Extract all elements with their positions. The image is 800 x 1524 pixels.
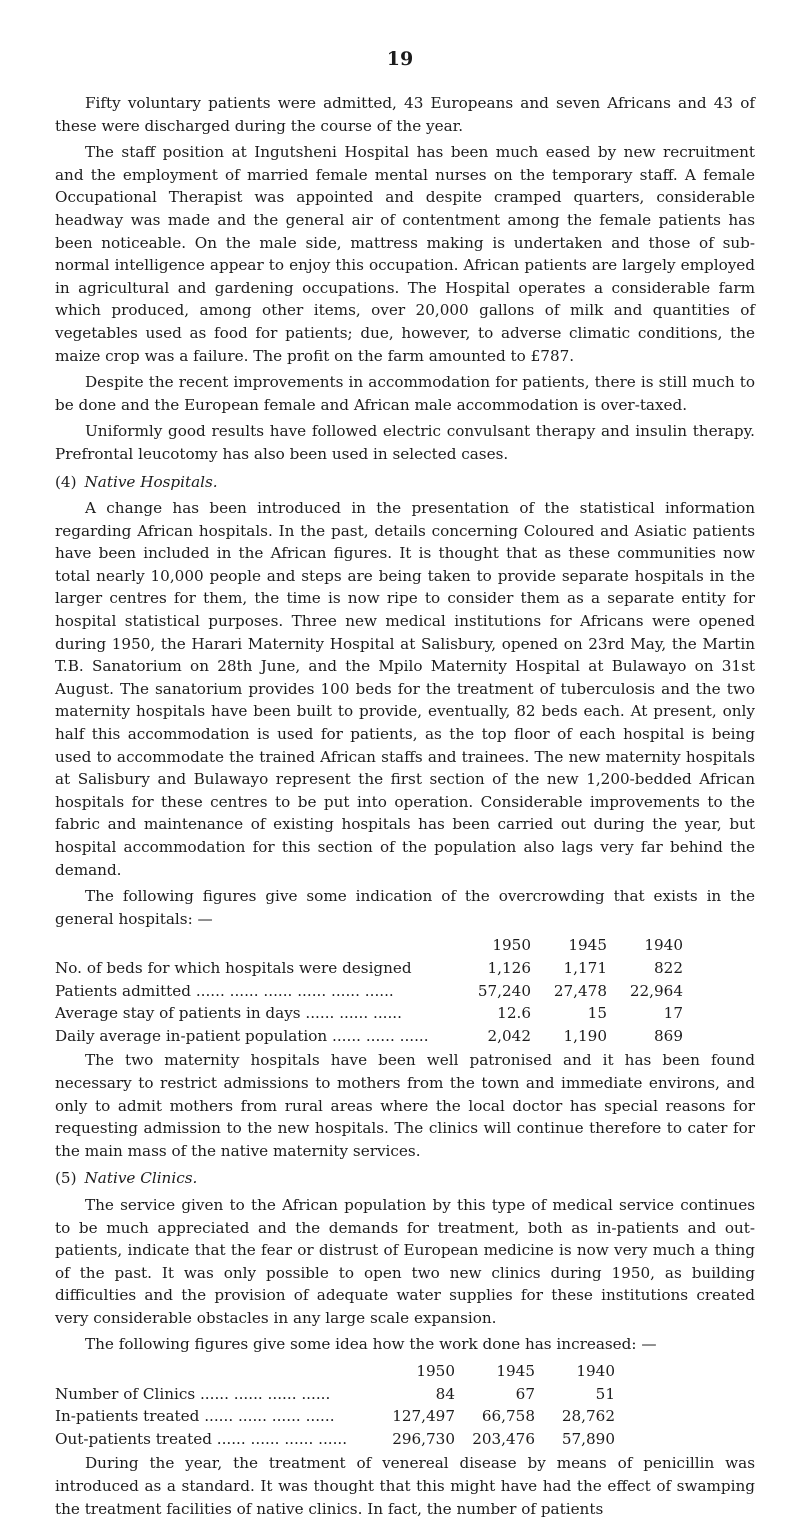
section-title: Native Clinics. bbox=[84, 1169, 198, 1188]
cell-value: 1,171 bbox=[563, 958, 607, 977]
hospital-statistics-table bbox=[55, 934, 683, 1047]
section-heading-native-clinics bbox=[55, 1167, 755, 1190]
year-header: 1940 bbox=[644, 936, 683, 955]
cell-value: 57,240 bbox=[477, 981, 531, 1000]
cell-value: 1,126 bbox=[487, 958, 531, 977]
paragraph-therapy: Uniformly good results have followed electric convulsant therapy and insulin therapy. Prefrontal leucotomy has also been used in selected cases. bbox=[55, 422, 755, 463]
paragraph-statistical-change: A change has been introduced in the presentation of the statistical information regarding African hospitals. In the past, details concerning Coloured and Asiatic patients have been included in the African figures. It is thought that as these communities now total nearly 10,000 people and steps are being taken to provide separate hospitals in the larger centres for them, the time is now ripe to consider them as a separate entity for hospital statistical purposes. Three new medical institutions for Africans were opened during 1950, the Harari Maternity Hospital at Salisbury, opened on 23rd May, the Martin T.B. Sanatorium on 28th June, and the Mpilo Maternity Hospital at Bulawayo on 31st August. The sanatorium provides 100 beds for the treatment of tuberculosis and the two maternity hospitals have been built to provide, eventually, 82 beds each. At present, only half this accommodation is used for patients, as the top floor of each hospital is being used to accommodate the trained African staffs and trainees. The new maternity hospitals at Salisbury and Bulawayo represent the first section of the new 1,200-bedded African hospitals for these centres to be put into operation. Considerable improvements to the fabric and maintenance of existing hospitals has been carried out during the year, but hospital accommodation for this section of the population also lags very far behind the demand. bbox=[55, 499, 755, 879]
table-row bbox=[55, 1383, 615, 1406]
row-label: Average stay of patients in days ...... ...... ...... bbox=[55, 1004, 402, 1023]
paragraph-maternity-hospitals: The two maternity hospitals have been well patronised and it has been found necessary to restrict admissions to mothers from the town and immediate environs, and only to admit mothers from rural areas where the local doctor has special reasons for requesting admission to the new hospitals. The clinics will continue therefore to cater for the main mass of the native maternity services. bbox=[55, 1051, 755, 1160]
year-header: 1950 bbox=[416, 1362, 455, 1381]
section-title: Native Hospitals. bbox=[84, 472, 218, 491]
row-label: Number of Clinics ...... ...... ...... ...... bbox=[55, 1384, 331, 1403]
clinic-statistics-table bbox=[55, 1360, 615, 1450]
cell-value: 15 bbox=[587, 1004, 607, 1023]
row-label: Out-patients treated ...... ...... ...... ...... bbox=[55, 1429, 348, 1448]
cell-value: 2,042 bbox=[487, 1026, 531, 1045]
cell-value: 51 bbox=[595, 1384, 615, 1403]
cell-value: 12.6 bbox=[497, 1004, 531, 1023]
year-header: 1940 bbox=[576, 1362, 615, 1381]
paragraph-clinic-service: The service given to the African population by this type of medical service continues to be much appreciated and the demands for treatment, both as in-patients and out-patients, indicate that the fear or distrust of European medicine is now very much a thing of the past. It was only possible to open two new clinics during 1950, as building difficulties and the provision of adequate water supplies for these institutions created very considerable obstacles in any large scale expansion. bbox=[55, 1195, 755, 1327]
cell-value: 17 bbox=[663, 1004, 683, 1023]
table-header-row bbox=[55, 934, 683, 957]
section-heading-native-hospitals bbox=[55, 471, 755, 494]
cell-value: 84 bbox=[435, 1384, 455, 1403]
table-row bbox=[55, 980, 683, 1003]
cell-value: 203,476 bbox=[472, 1429, 535, 1448]
cell-value: 822 bbox=[654, 958, 683, 977]
cell-value: 28,762 bbox=[561, 1407, 615, 1426]
year-header: 1950 bbox=[492, 936, 531, 955]
year-header: 1945 bbox=[568, 936, 607, 955]
paragraph-venereal-disease: During the year, the treatment of venereal disease by means of penicillin was introduced as a standard. It was thought that this might have had the effect of swamping the treatment facilities of native clinics. In fact, the number of patients bbox=[55, 1454, 755, 1518]
row-label: Daily average in-patient population ...... ...... ...... bbox=[55, 1026, 429, 1045]
cell-value: 127,497 bbox=[392, 1407, 455, 1426]
table-header-row bbox=[55, 1360, 615, 1383]
paragraph-staff-position: The staff position at Ingutsheni Hospital has been much eased by new recruitment and the employment of married female mental nurses on the temporary staff. A female Occupational Therapist was appointed and despite cramped quarters, considerable headway was made and the general air of contentment among the female patients has been noticeable. On the male side, mattress making is undertaken and those of sub-normal intelligence appear to enjoy this occupation. African patients are largely employed in agricultural and gardening occupations. The Hospital operates a considerable farm which produced, among other items, over 20,000 gallons of milk and quantities of vegetables used as food for patients; due, however, to adverse climatic conditions, the maize crop was a failure. The profit on the farm amounted to £787. bbox=[55, 143, 755, 365]
cell-value: 57,890 bbox=[561, 1429, 615, 1448]
row-label: In-patients treated ...... ...... ...... ...... bbox=[55, 1407, 335, 1426]
paragraph-voluntary-patients: Fifty voluntary patients were admitted, 43 Europeans and seven Africans and 43 of these were discharged during the course of the year. bbox=[55, 94, 755, 135]
table-row bbox=[55, 1025, 683, 1048]
section-number: (4) bbox=[55, 472, 77, 491]
table-row bbox=[55, 1405, 615, 1428]
paragraph-accommodation: Despite the recent improvements in accommodation for patients, there is still much to be done and the European female and African male accommodation is over-taxed. bbox=[55, 373, 755, 414]
table-row bbox=[55, 1428, 615, 1451]
cell-value: 22,964 bbox=[629, 981, 683, 1000]
row-label: Patients admitted ...... ...... ...... ...... ...... ...... bbox=[55, 981, 394, 1000]
paragraph-clinic-figures-intro: The following figures give some idea how the work done has increased: — bbox=[85, 1335, 657, 1354]
cell-value: 67 bbox=[515, 1384, 535, 1403]
table-row bbox=[55, 957, 683, 980]
body-text bbox=[55, 92, 755, 1524]
paragraph-overcrowding-intro: The following figures give some indication of the overcrowding that exists in the general hospitals: — bbox=[55, 887, 755, 928]
row-label: No. of beds for which hospitals were designed bbox=[55, 958, 412, 977]
year-header: 1945 bbox=[496, 1362, 535, 1381]
cell-value: 1,190 bbox=[563, 1026, 607, 1045]
table-row bbox=[55, 1002, 683, 1025]
page-number: 19 bbox=[386, 48, 414, 70]
cell-value: 27,478 bbox=[553, 981, 607, 1000]
cell-value: 869 bbox=[654, 1026, 683, 1045]
cell-value: 296,730 bbox=[392, 1429, 455, 1448]
section-number: (5) bbox=[55, 1169, 77, 1188]
cell-value: 66,758 bbox=[481, 1407, 535, 1426]
